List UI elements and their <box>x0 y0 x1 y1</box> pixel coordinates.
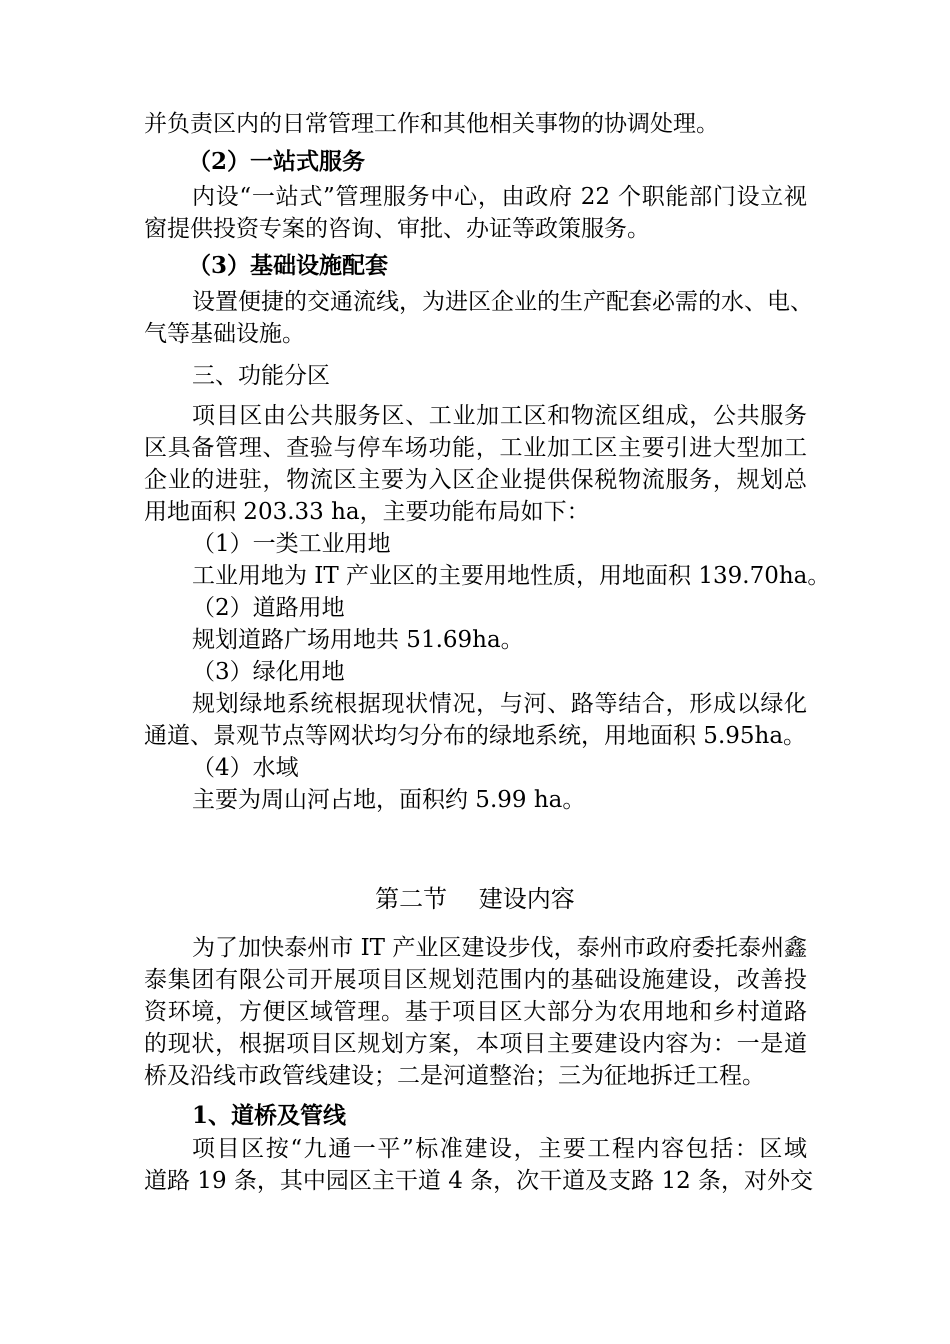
paragraph-line: 气等基础设施。 <box>144 321 305 347</box>
paragraph-line: 并负责区内的日常管理工作和其他相关事物的协调处理。 <box>144 111 719 137</box>
paragraph-line: 工业用地为 IT 产业区的主要用地性质，用地面积 139.70ha。 <box>192 563 831 589</box>
paragraph-line: 区具备管理、查验与停车场功能，工业加工区主要引进大型加工 <box>144 435 807 461</box>
subheading-one-stop-service: （2）一站式服务 <box>188 148 366 175</box>
item-heading: （3）绿化用地 <box>192 659 345 685</box>
paragraph-line: 内设“一站式”管理服务中心，由政府 22 个职能部门设立视 <box>192 184 807 210</box>
paragraph-line: 主要为周山河占地，面积约 5.99 ha。 <box>192 787 586 813</box>
paragraph-line: 设置便捷的交通流线，为进区企业的生产配套必需的水、电、 <box>192 289 813 315</box>
paragraph-line: 窗提供投资专案的咨询、审批、办证等政策服务。 <box>144 216 650 242</box>
paragraph-line: 的现状，根据项目区规划方案，本项目主要建设内容为：一是道 <box>144 1031 807 1057</box>
paragraph-line: 项目区由公共服务区、工业加工区和物流区组成，公共服务 <box>192 403 807 429</box>
paragraph-line: 资环境，方便区域管理。基于项目区大部分为农用地和乡村道路 <box>144 999 807 1025</box>
item-heading: （2）道路用地 <box>192 595 345 621</box>
item-heading: （4）水域 <box>192 755 299 781</box>
section-title: 第二节 建设内容 <box>375 885 575 913</box>
paragraph-line: 规划道路广场用地共 51.69ha。 <box>192 627 524 653</box>
paragraph-line: 通道、景观节点等网状均匀分布的绿地系统，用地面积 5.95ha。 <box>144 723 807 749</box>
subheading-roads-bridges: 1、道桥及管线 <box>192 1102 347 1129</box>
paragraph-line: 用地面积 203.33 ha，主要功能布局如下： <box>144 499 590 525</box>
paragraph-line: 企业的进驻，物流区主要为入区企业提供保税物流服务，规划总 <box>144 467 807 493</box>
paragraph-line: 泰集团有限公司开展项目区规划范围内的基础设施建设，改善投 <box>144 967 807 993</box>
paragraph-line: 为了加快泰州市 IT 产业区建设步伐，泰州市政府委托泰州鑫 <box>192 935 807 961</box>
paragraph-line: 桥及沿线市政管线建设；二是河道整治；三为征地拆迁工程。 <box>144 1063 765 1089</box>
paragraph-line: 项目区按“九通一平”标准建设，主要工程内容包括：区域 <box>192 1136 807 1162</box>
heading-functional-zoning: 三、功能分区 <box>192 363 330 389</box>
paragraph-line: 规划绿地系统根据现状情况，与河、路等结合，形成以绿化 <box>192 691 807 717</box>
paragraph-line: 道路 19 条，其中园区主干道 4 条，次干道及支路 12 条，对外交 <box>144 1168 814 1194</box>
item-heading: （1）一类工业用地 <box>192 531 391 557</box>
subheading-infrastructure: （3）基础设施配套 <box>188 252 389 279</box>
